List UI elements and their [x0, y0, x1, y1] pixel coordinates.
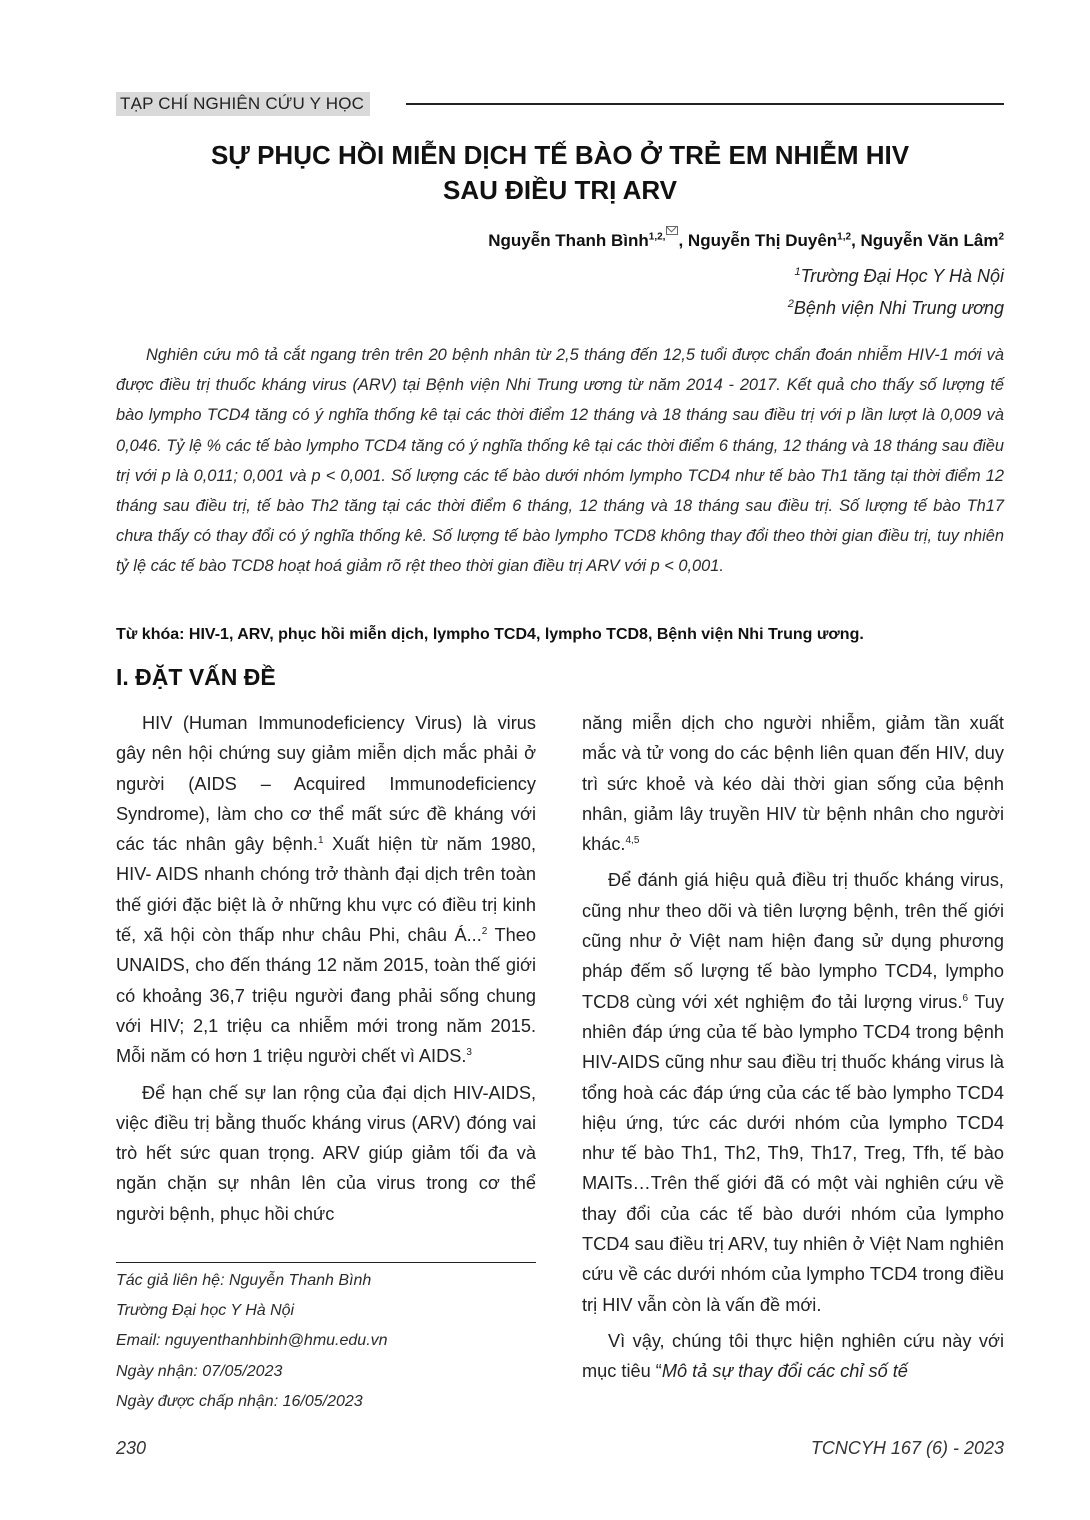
title-line-1: SỰ PHỤC HỒI MIỄN DỊCH TẾ BÀO Ở TRẺ EM NHIỄM HIV	[210, 140, 910, 170]
citation: 6	[962, 992, 969, 1004]
paragraph	[582, 708, 1004, 859]
author-sup: 1,2,	[648, 231, 666, 243]
paragraph-text: HIV (Human Immunodeficiency Virus) là virus gây nên hội chứng suy giảm miễn dịch mắc phải ở người (AIDS – Acquired Immunodeficiency Syndrome), làm cho cơ thể mất sức đề kháng với các tác nhân gây bệnh.	[116, 713, 536, 855]
citation: 4,5	[625, 835, 640, 847]
article-title	[120, 138, 1000, 208]
citation: 1	[317, 835, 324, 847]
paragraph	[116, 1078, 536, 1229]
received-date: Ngày nhận: 07/05/2023	[116, 1362, 283, 1380]
paragraph	[582, 1326, 1004, 1387]
contact-institution: Trường Đại học Y Hà Nội	[116, 1302, 295, 1320]
header-rule	[406, 103, 1004, 105]
affiliation	[788, 298, 1004, 319]
affiliation-name: Bệnh viện Nhi Trung ương	[793, 298, 1004, 318]
affiliation-name: Trường Đại Học Y Hà Nội	[800, 266, 1004, 286]
paragraph-text: năng miễn dịch cho người nhiễm, giảm tần xuất mắc và tử vong do các bệnh liên quan đến HIV, duy trì sức khoẻ và kéo dài thời gian sống của bệnh nhân, giảm lây truyền HIV từ bệnh nhân cho người khác.	[582, 713, 1004, 855]
abstract: Nghiên cứu mô tả cắt ngang trên trên 20 bệnh nhân từ 2,5 tháng đến 12,5 tuổi được chẩn đoán nhiễm HIV-1 mới và được điều trị thuốc kháng virus (ARV) tại Bệnh viện Nhi Trung ương từ năm 2014 - 2017. Kết quả cho thấy số lượng tế bào lympho TCD4 tăng có ý nghĩa thống kê tại các thời điểm 12 tháng và 18 tháng sau điều trị với p lần lượt là 0,009 và 0,046. Tỷ lệ % các tế bào lympho TCD4 tăng có ý nghĩa thống kê tại các thời điểm 6 tháng, 12 tháng và 18 tháng sau điều trị với p là 0,011; 0,001 và p < 0,001. Số lượng các tế bào dưới nhóm lympho TCD4 như tế bào Th1 tăng tại thời điểm 12 tháng sau điều trị, tế bào Th2 tăng tại các thời điểm 6 tháng, 12 tháng và 18 tháng sau điều trị. Số lượng tế bào Th17 chưa thấy có thay đổi có ý nghĩa thống kê. Số lượng tế bào lympho TCD8 không thay đổi theo thời gian điều trị, tuy nhiên tỷ lệ các tế bào TCD8 hoạt hoá giảm rõ rệt theo thời gian điều trị ARV với p < 0,001.	[116, 346, 1004, 576]
author-sup: 2	[998, 231, 1004, 243]
paragraph-text: Tuy nhiên đáp ứng của tế bào lympho TCD4 trong bệnh HIV-AIDS cũng như sau điều trị thuốc kháng virus là tổng hoà các đáp ứng của các tế bào lympho TCD4 hiệu ứng, tức các dưới nhóm của lympho TCD4 như tế bào Th1, Th2, Th9, Th17, Treg, Tfh, tế bào MAITs…Trên thế giới đã có một vài nghiên cứu về thay đổi của các tế bào dưới nhóm của lympho TCD4 sau điều trị ARV, tuy nhiên ở Việt Nam nghiên cứu về các dưới nhóm của lympho TCD4 trong điều trị HIV vẫn còn là vấn đề mới.	[582, 991, 1004, 1315]
contact-author: Tác giả liên hệ: Nguyễn Thanh Bình	[116, 1272, 372, 1289]
author-sup: 1,2	[837, 231, 852, 243]
author-name: Nguyễn Văn Lâm	[860, 230, 999, 250]
paragraph-text: Để hạn chế sự lan rộng của đại dịch HIV-AIDS, việc điều trị bằng thuốc kháng virus (ARV) đóng vai trò hết sức quan trọng. ARV giúp giảm tối đa và ngăn chặn sự nhân lên của virus trong cơ thể người bệnh, phục hồi chức	[116, 1082, 536, 1224]
affiliation	[795, 266, 1005, 287]
paragraph-text: Theo UNAIDS, cho đến tháng 12 năm 2015, toàn thế giới có khoảng 36,7 triệu người đang phải sống chung với HIV; 2,1 triệu ca nhiễm mới trong năm 2015. Mỗi năm có hơn 1 triệu người chết vì AIDS.	[116, 925, 536, 1067]
right-column	[582, 708, 1004, 1393]
journal-name: TẠP CHÍ NGHIÊN CỨU Y HỌC	[116, 92, 370, 116]
author-name: Nguyễn Thanh Bình	[488, 230, 649, 250]
paragraph	[582, 865, 1004, 1319]
title-line-2: SAU ĐIỀU TRỊ ARV	[442, 175, 678, 205]
left-column	[116, 708, 536, 1235]
author-name: Nguyễn Thị Duyên	[687, 230, 838, 250]
footnote-rule	[116, 1262, 536, 1263]
paragraph-text: Để đánh giá hiệu quả điều trị thuốc kháng virus, cũng như theo dõi và tiên lượng bệnh, trên thế giới cũng như ở Việt nam hiện đang sử dụng phương pháp đếm số lượng tế bào lympho TCD4, lympho TCD8 cùng với xét nghiệm đo tải lượng virus.	[582, 870, 1004, 1012]
footnotes	[116, 1266, 536, 1417]
citation: 2	[481, 926, 488, 938]
affiliation-sup: 1	[794, 266, 801, 278]
contact-email: Email: nguyenthanhbinh@hmu.edu.vn	[116, 1332, 388, 1350]
envelope-icon	[666, 226, 678, 235]
page-number: 230	[116, 1438, 147, 1458]
journal-header	[116, 90, 1004, 118]
paragraph-text-italic: Mô tả sự thay đổi các chỉ số tế	[661, 1361, 908, 1382]
paragraph-text: Vì vậy, chúng tôi thực hiện nghiên cứu này với mục tiêu “	[582, 1330, 1004, 1382]
author-list: Nguyễn Thanh Bình$^{1,2,}$ , Nguyễn Thị Duyên$^{1,2}$, Nguyễn Văn Lâm$^2$	[488, 226, 1004, 251]
section-heading: I. ĐẶT VẤN ĐỀ	[116, 664, 276, 690]
paragraph	[116, 708, 536, 1072]
accepted-date: Ngày được chấp nhận: 16/05/2023	[116, 1392, 363, 1410]
affiliation-sup: 2	[787, 298, 794, 310]
keywords: Từ khóa: HIV-1, ARV, phục hồi miễn dịch, lympho TCD4, lympho TCD8, Bệnh viện Nhi Trung ương.	[116, 626, 864, 643]
citation: 3	[466, 1047, 472, 1059]
issue-label: TCNCYH 167 (6) - 2023	[810, 1438, 1004, 1458]
paragraph-text: Xuất hiện từ năm 1980, HIV- AIDS nhanh chóng trở thành đại dịch trên toàn thế giới đặc biệt là ở những khu vực có điều trị kinh tế, xã hội còn thấp như châu Phi, châu Á...	[116, 834, 537, 946]
